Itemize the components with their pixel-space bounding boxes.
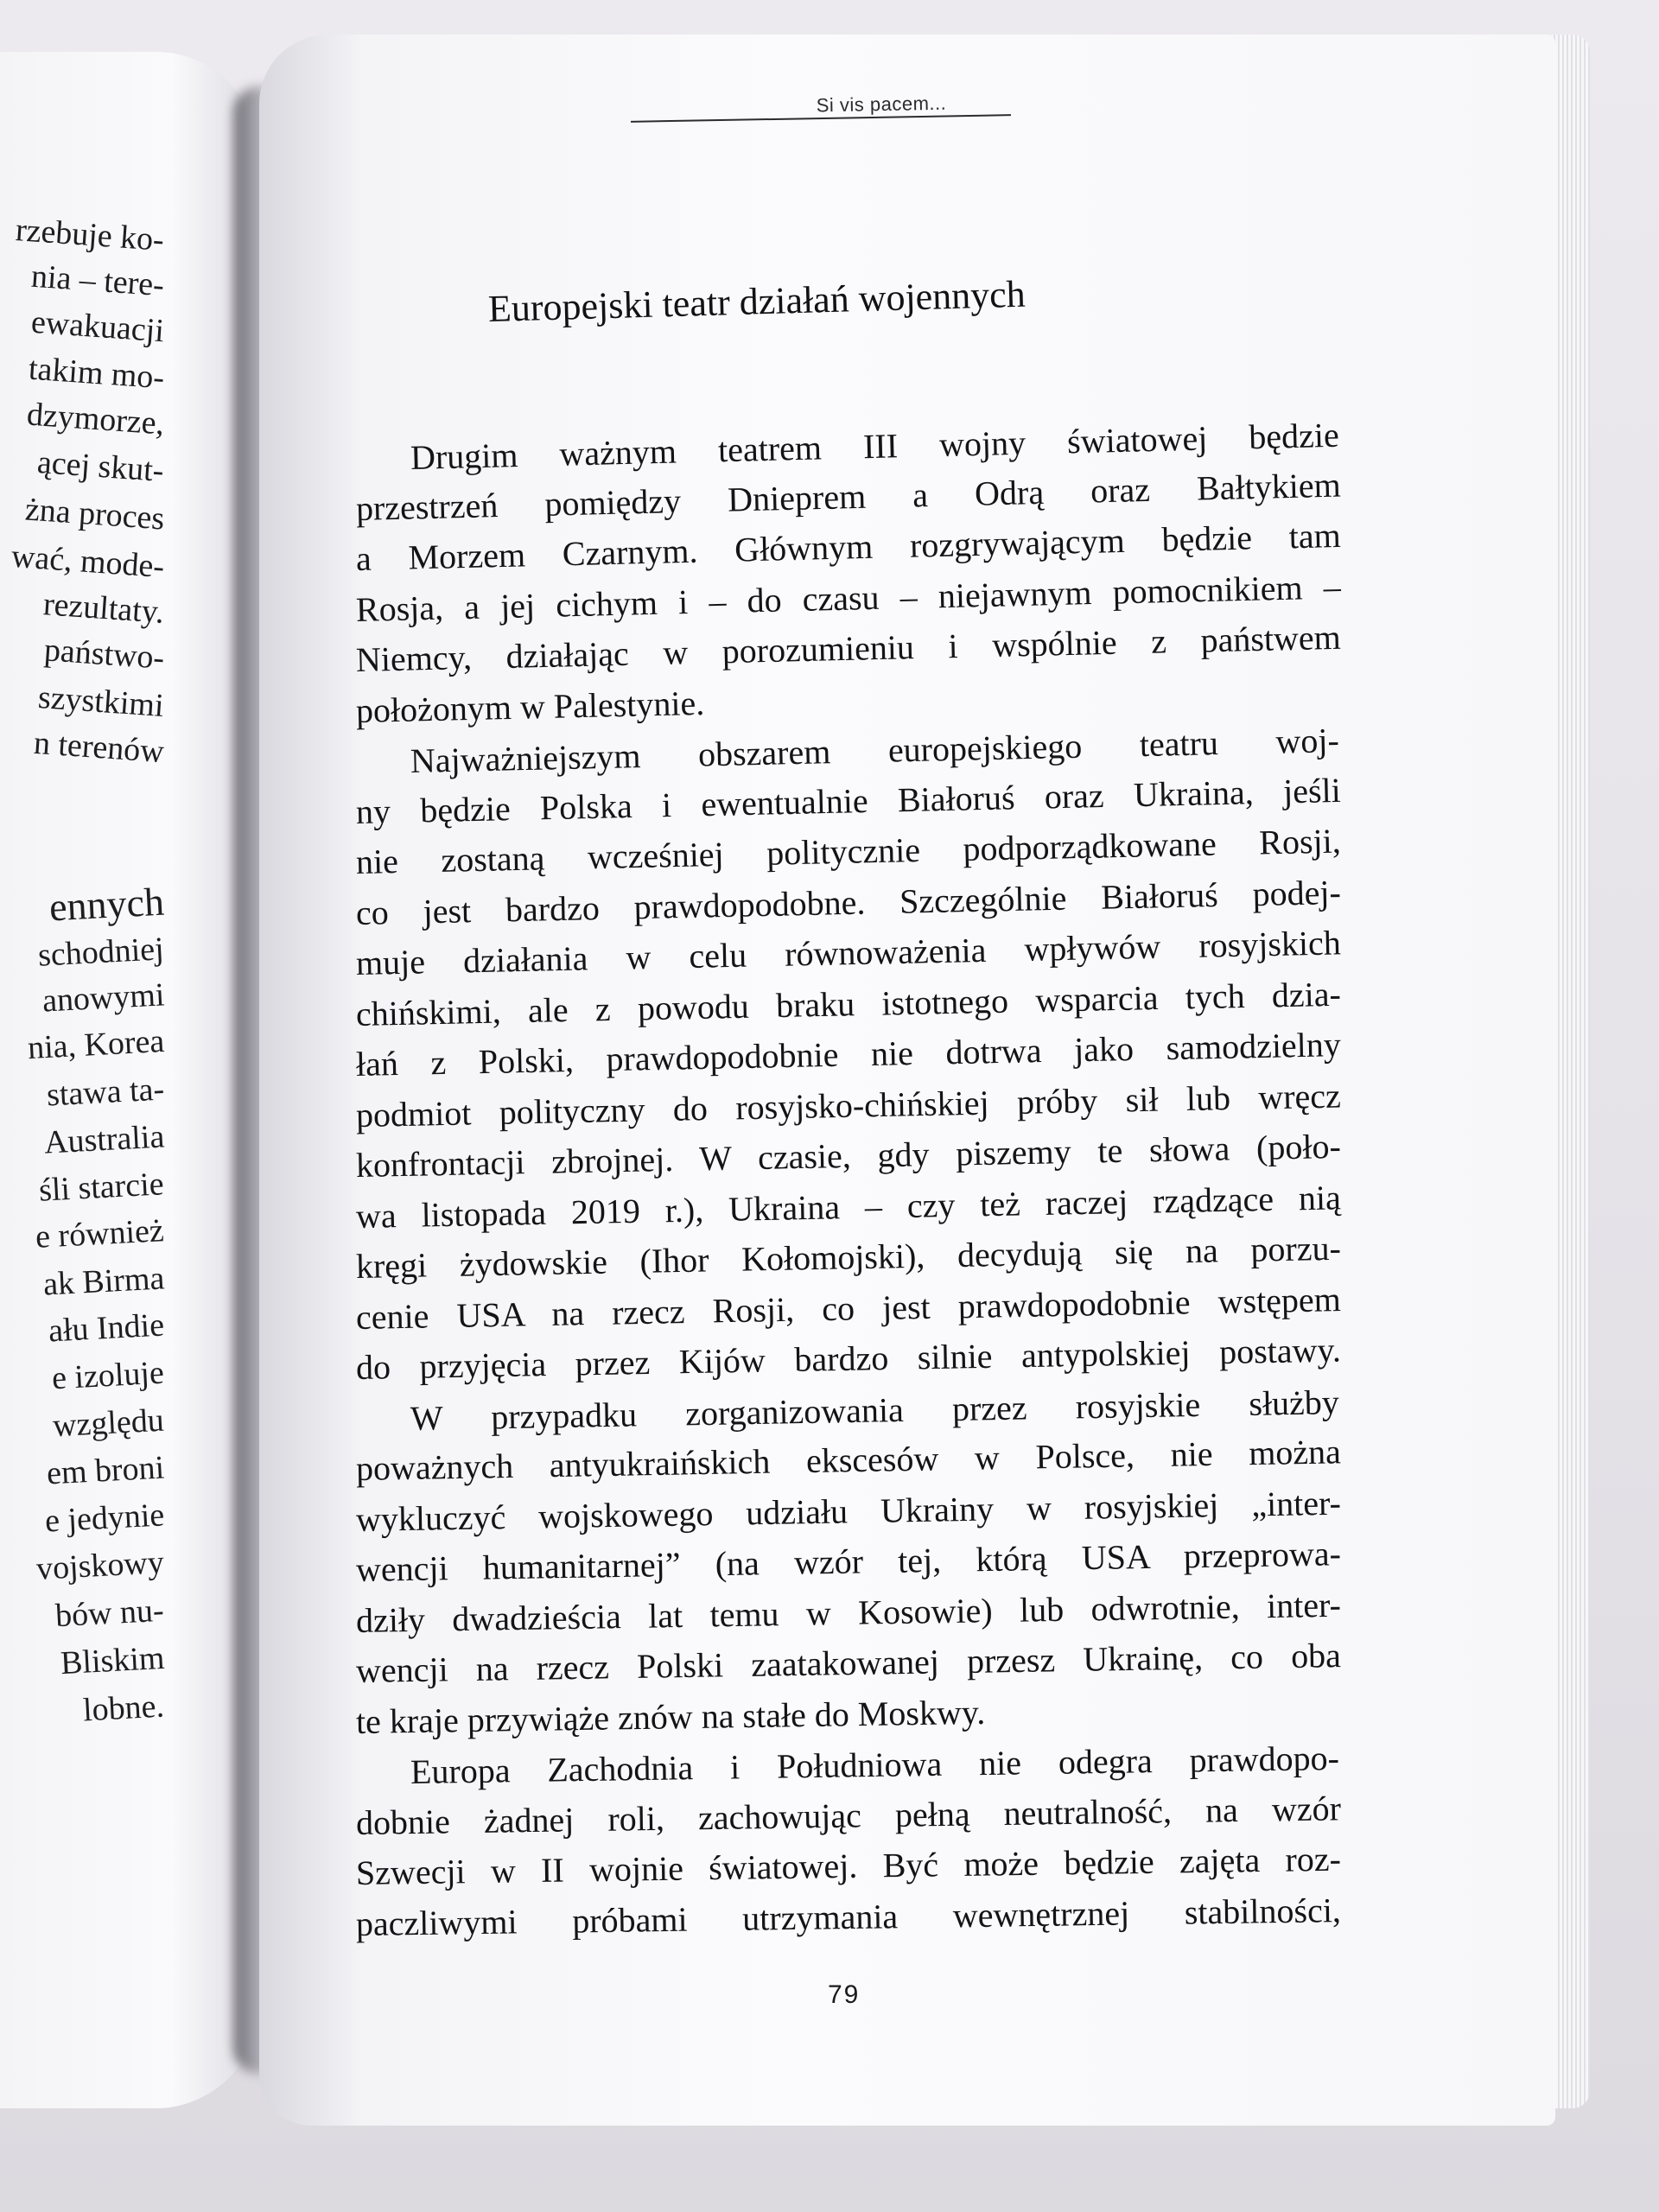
body-text-line: a Morzem Czarnym. Głównym rozgrywającym będzie tam <box>355 515 1342 578</box>
body-text-line: W przypadku zorganizowania przez rosyjskie służby <box>410 1382 1340 1438</box>
left-page-line: e jedynie <box>43 1497 166 1540</box>
body-text-line: Niemcy, działając w porozumieniu i wspólnie z państwem <box>355 617 1342 679</box>
left-page-line: stawa ta- <box>45 1071 166 1114</box>
left-page-line: schodniej <box>37 931 165 974</box>
body-text-line: położonym w Palestynie. <box>355 683 705 730</box>
body-text-line: poważnych antyukraińskich ekscesów w Polsce, nie można <box>355 1432 1342 1488</box>
left-page-line: wać, mode- <box>10 537 166 586</box>
body-text-line: kręgi żydowskie (Ihor Kołomojski), decydują się na porzu- <box>355 1228 1342 1286</box>
left-page-line: rzebuje ko- <box>14 212 166 258</box>
body-text-line: wencji humanitarnej” (na wzór tej, którą USA przeprowa- <box>355 1534 1342 1589</box>
left-page-line: ewakuacji <box>29 303 166 350</box>
left-page-line: ału Indie <box>47 1306 166 1350</box>
body-text-line: dziły dwadzieścia lat temu w Kosowie) lub odwrotnie, inter- <box>355 1585 1342 1640</box>
left-page-line: Bliskim <box>59 1639 166 1682</box>
body-text-line: paczliwymi próbami utrzymania wewnętrznej stabilności, <box>355 1890 1342 1943</box>
body-text-line: co jest bardzo prawdopodobne. Szczególnie Białoruś podej- <box>355 872 1342 932</box>
body-text-line: podmiot polityczny do rosyjsko-chińskiej próby sił lub wręcz <box>355 1076 1342 1135</box>
left-page-line: nia, Korea <box>26 1022 165 1067</box>
body-text-line: cenie USA na rzecz Rosji, co jest prawdopodobnie wstępem <box>355 1279 1342 1337</box>
body-text-line: Drugim ważnym teatrem III wojny światowej będzie <box>410 415 1340 477</box>
body-text-line: chińskimi, ale z powodu braku istotnego wsparcia tych dzia- <box>355 974 1342 1033</box>
body-text-line: łań z Polski, prawdopodobnie nie dotrwa jako samodzielny <box>355 1025 1342 1084</box>
left-page-line: żna proces <box>23 491 166 537</box>
body-text-line: Najważniejszym obszarem europejskiego teatru woj- <box>410 720 1340 780</box>
page-number: 79 <box>828 1980 861 2009</box>
left-page-line: em broni <box>45 1449 166 1492</box>
body-text-line: Rosja, a jej cichym i – do czasu – niejawnym pomocnikiem – <box>355 566 1342 629</box>
left-page-line: ennych <box>48 879 166 930</box>
body-text-line: nie zostaną wcześniej politycznie podporządkowane Rosji, <box>355 821 1342 881</box>
left-page <box>0 52 259 2108</box>
left-page-line: vojskowy <box>35 1544 165 1587</box>
left-page-line: nia – tere- <box>29 257 166 304</box>
chapter-title: Europejski teatr działań wojennych <box>487 272 1027 330</box>
left-page-line: e również <box>35 1212 165 1255</box>
left-page-line: ak Birma <box>41 1260 166 1303</box>
left-page-line: szystkimi <box>37 678 166 725</box>
body-text-line: wencji na rzecz Polski zaatakowanej przesz Ukrainę, co oba <box>355 1636 1342 1690</box>
body-text-line: wykluczyć wojskowego udziału Ukrainy w rosyjskiej „inter- <box>355 1483 1342 1539</box>
body-text-line: Szwecji w II wojnie światowej. Być może będzie zajęta roz- <box>355 1839 1342 1892</box>
left-page-line: e izoluje <box>51 1354 166 1397</box>
body-text-line: przestrzeń pomiędzy Dnieprem a Odrą oraz Bałtykiem <box>355 465 1342 528</box>
left-page-line: względu <box>52 1402 166 1445</box>
left-page-line: anowymi <box>41 976 166 1020</box>
left-page-line: śli starcie <box>38 1166 166 1209</box>
left-page-line: ącej skut- <box>36 443 166 490</box>
left-page-line: takim mo- <box>27 350 166 397</box>
body-text-line: do przyjęcia przez Kijów bardzo silnie antypolskiej postawy. <box>355 1330 1342 1387</box>
left-page-line: rezultaty. <box>41 586 166 631</box>
body-text-line: wa listopada 2019 r.), Ukraina – czy też raczej rządzące nią <box>355 1177 1342 1236</box>
body-text-line: konfrontacji zbrojnej. W czasie, gdy piszemy te słowa (poło- <box>355 1126 1342 1185</box>
left-page-line: państwo- <box>42 632 166 677</box>
body-text-line: dobnie żadnej roli, zachowując pełną neutralność, na wzór <box>355 1788 1342 1842</box>
left-page-line: Australia <box>42 1118 166 1161</box>
left-page-line: bów nu- <box>54 1592 166 1635</box>
left-page-line: dzymorze, <box>25 396 166 442</box>
body-text-line: muje działania w celu równoważenia wpływów rosyjskich <box>355 923 1342 982</box>
body-text-line: Europa Zachodnia i Południowa nie odegra prawdopo- <box>410 1738 1340 1791</box>
body-text-line: te kraje przywiąże znów na stałe do Moskwy. <box>355 1692 986 1741</box>
left-page-line: lobne. <box>82 1688 166 1729</box>
running-head: Si vis pacem... <box>816 92 947 117</box>
left-page-line: n terenów <box>32 724 166 771</box>
body-text-line: ny będzie Polska i ewentualnie Białoruś oraz Ukraina, jeśli <box>355 770 1342 831</box>
